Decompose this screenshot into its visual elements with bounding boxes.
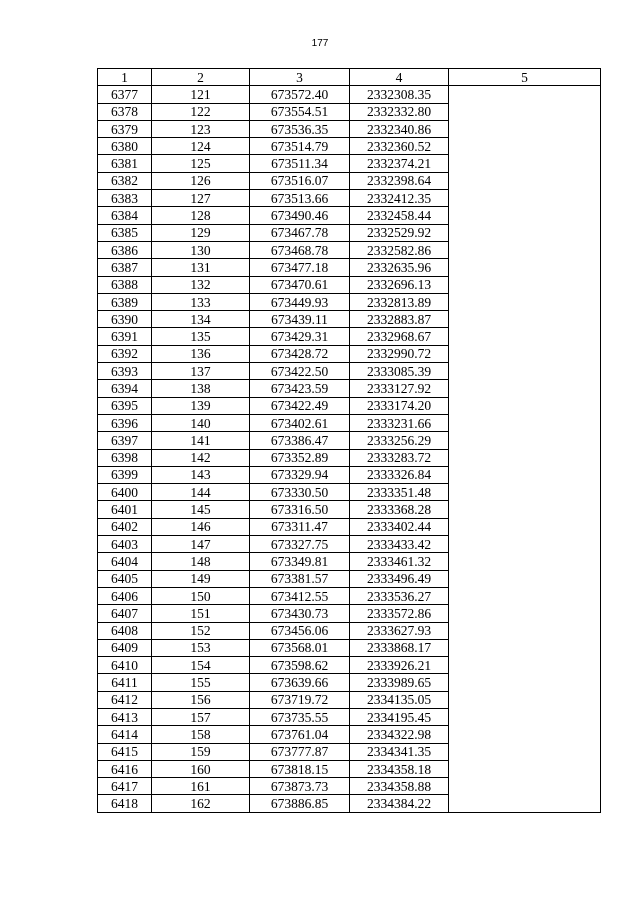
- table-cell: 2334195.45: [350, 708, 449, 725]
- table-cell: 161: [152, 778, 250, 795]
- table-body: [98, 86, 601, 812]
- table-cell: 6412: [98, 691, 152, 708]
- column-header: 5: [449, 69, 601, 86]
- table-cell: 6385: [98, 224, 152, 241]
- table-cell: 6377: [98, 86, 152, 103]
- table-cell: 2332883.87: [350, 311, 449, 328]
- table-cell: 123: [152, 120, 250, 137]
- table-cell: 673352.89: [250, 449, 350, 466]
- table-cell: 6391: [98, 328, 152, 345]
- table-cell: 127: [152, 190, 250, 207]
- column-header: 4: [350, 69, 449, 86]
- table-cell: 139: [152, 397, 250, 414]
- table-cell: 2333368.28: [350, 501, 449, 518]
- table-cell: 673598.62: [250, 657, 350, 674]
- table-cell: 673514.79: [250, 138, 350, 155]
- table-cell: 6393: [98, 363, 152, 380]
- table-cell: 6404: [98, 553, 152, 570]
- table-cell: 6416: [98, 760, 152, 777]
- table-cell: 673430.73: [250, 605, 350, 622]
- table-cell: 6397: [98, 432, 152, 449]
- table-cell: 2332582.86: [350, 241, 449, 258]
- table-cell: 673639.66: [250, 674, 350, 691]
- table-cell: 124: [152, 138, 250, 155]
- page-number: 177: [311, 38, 329, 49]
- table-cell: 673516.07: [250, 172, 350, 189]
- table-cell: 158: [152, 726, 250, 743]
- table-cell: 673468.78: [250, 241, 350, 258]
- table-cell: 673439.11: [250, 311, 350, 328]
- table-cell: 6406: [98, 587, 152, 604]
- table-cell: 142: [152, 449, 250, 466]
- table-cell: 673381.57: [250, 570, 350, 587]
- table-cell: 6410: [98, 657, 152, 674]
- table-cell: 2334341.35: [350, 743, 449, 760]
- table-cell: 2333868.17: [350, 639, 449, 656]
- table-cell: 130: [152, 241, 250, 258]
- table-cell: 2332635.96: [350, 259, 449, 276]
- table-cell: 148: [152, 553, 250, 570]
- table-cell: 131: [152, 259, 250, 276]
- table-cell: 6387: [98, 259, 152, 276]
- table-cell: 152: [152, 622, 250, 639]
- table-cell: 673735.55: [250, 708, 350, 725]
- table-cell: 2332458.44: [350, 207, 449, 224]
- table-cell: 6384: [98, 207, 152, 224]
- table-cell: 673422.49: [250, 397, 350, 414]
- table-cell: 2334384.22: [350, 795, 449, 812]
- table-cell: 6378: [98, 103, 152, 120]
- table-cell: 2333572.86: [350, 605, 449, 622]
- table-cell: 673818.15: [250, 760, 350, 777]
- table-cell: 2332990.72: [350, 345, 449, 362]
- table-cell: 137: [152, 363, 250, 380]
- table-cell: 6408: [98, 622, 152, 639]
- table-cell: 136: [152, 345, 250, 362]
- table-cell: 673490.46: [250, 207, 350, 224]
- table-cell: 6386: [98, 241, 152, 258]
- table-cell: 155: [152, 674, 250, 691]
- table-cell: 673886.85: [250, 795, 350, 812]
- table-cell: 2333496.49: [350, 570, 449, 587]
- table-cell: 159: [152, 743, 250, 760]
- table-cell: 6395: [98, 397, 152, 414]
- table-cell: 138: [152, 380, 250, 397]
- table-cell: 2333351.48: [350, 484, 449, 501]
- table-cell: 673470.61: [250, 276, 350, 293]
- table-cell: 132: [152, 276, 250, 293]
- table-cell: 162: [152, 795, 250, 812]
- table-cell: 6403: [98, 536, 152, 553]
- table-cell: 6379: [98, 120, 152, 137]
- table-cell: 6398: [98, 449, 152, 466]
- table-cell: 6382: [98, 172, 152, 189]
- table-cell: 2333536.27: [350, 587, 449, 604]
- table-cell: 6394: [98, 380, 152, 397]
- table-cell: 2332308.35: [350, 86, 449, 103]
- table-cell: 6392: [98, 345, 152, 362]
- table-cell: 2332412.35: [350, 190, 449, 207]
- table-cell: 2333989.65: [350, 674, 449, 691]
- table-cell: 149: [152, 570, 250, 587]
- table-cell: 6413: [98, 708, 152, 725]
- table-cell: 2333256.29: [350, 432, 449, 449]
- table-cell: 2333326.84: [350, 466, 449, 483]
- table-cell: 673777.87: [250, 743, 350, 760]
- table-cell: 6411: [98, 674, 152, 691]
- column-5-blank-cell: [449, 86, 601, 812]
- table-cell: 6401: [98, 501, 152, 518]
- table-cell: 673311.47: [250, 518, 350, 535]
- table-cell: 2332398.64: [350, 172, 449, 189]
- table-cell: 6380: [98, 138, 152, 155]
- table-cell: 128: [152, 207, 250, 224]
- table-cell: 2332374.21: [350, 155, 449, 172]
- table-cell: 2334358.88: [350, 778, 449, 795]
- table-cell: 2332332.80: [350, 103, 449, 120]
- table-cell: 2333433.42: [350, 536, 449, 553]
- table-cell: 673477.18: [250, 259, 350, 276]
- table-cell: 2334322.98: [350, 726, 449, 743]
- table-cell: 2333627.93: [350, 622, 449, 639]
- table-cell: 150: [152, 587, 250, 604]
- table-cell: 140: [152, 414, 250, 431]
- table-cell: 134: [152, 311, 250, 328]
- table-cell: 673456.06: [250, 622, 350, 639]
- table-row: [98, 86, 601, 103]
- table-cell: 673467.78: [250, 224, 350, 241]
- table-cell: 2332529.92: [350, 224, 449, 241]
- table-cell: 6402: [98, 518, 152, 535]
- table-cell: 122: [152, 103, 250, 120]
- table-cell: 121: [152, 86, 250, 103]
- table-cell: 146: [152, 518, 250, 535]
- table-cell: 6399: [98, 466, 152, 483]
- table-cell: 673511.34: [250, 155, 350, 172]
- table-cell: 673329.94: [250, 466, 350, 483]
- table-cell: 673349.81: [250, 553, 350, 570]
- table-cell: 2333461.32: [350, 553, 449, 570]
- table-header-row: [98, 69, 601, 86]
- table-cell: 2332968.67: [350, 328, 449, 345]
- table-cell: 2332813.89: [350, 293, 449, 310]
- table-cell: 673422.50: [250, 363, 350, 380]
- table-cell: 673402.61: [250, 414, 350, 431]
- table-cell: 147: [152, 536, 250, 553]
- table-cell: 126: [152, 172, 250, 189]
- table-cell: 6415: [98, 743, 152, 760]
- table-cell: 153: [152, 639, 250, 656]
- table-cell: 157: [152, 708, 250, 725]
- table-cell: 133: [152, 293, 250, 310]
- table-cell: 129: [152, 224, 250, 241]
- coordinates-table: [97, 68, 601, 813]
- table-cell: 2334358.18: [350, 760, 449, 777]
- table-cell: 125: [152, 155, 250, 172]
- table-cell: 2333174.20: [350, 397, 449, 414]
- table-cell: 673873.73: [250, 778, 350, 795]
- table-cell: 160: [152, 760, 250, 777]
- table-cell: 6400: [98, 484, 152, 501]
- table-cell: 673412.55: [250, 587, 350, 604]
- column-header: 1: [98, 69, 152, 86]
- table-cell: 2333127.92: [350, 380, 449, 397]
- table-cell: 673429.31: [250, 328, 350, 345]
- table-cell: 6381: [98, 155, 152, 172]
- table-cell: 2334135.05: [350, 691, 449, 708]
- table-cell: 145: [152, 501, 250, 518]
- table-cell: 673330.50: [250, 484, 350, 501]
- table-cell: 673513.66: [250, 190, 350, 207]
- table-cell: 6405: [98, 570, 152, 587]
- table-cell: 151: [152, 605, 250, 622]
- table-cell: 673428.72: [250, 345, 350, 362]
- table-cell: 2332360.52: [350, 138, 449, 155]
- table-cell: 6388: [98, 276, 152, 293]
- column-header: 3: [250, 69, 350, 86]
- table-cell: 673536.35: [250, 120, 350, 137]
- table-cell: 2333231.66: [350, 414, 449, 431]
- table-cell: 673554.51: [250, 103, 350, 120]
- table-cell: 156: [152, 691, 250, 708]
- table-cell: 673386.47: [250, 432, 350, 449]
- table-cell: 673327.75: [250, 536, 350, 553]
- table-cell: 6418: [98, 795, 152, 812]
- table-cell: 135: [152, 328, 250, 345]
- table-cell: 673761.04: [250, 726, 350, 743]
- table-cell: 673316.50: [250, 501, 350, 518]
- table-cell: 2332340.86: [350, 120, 449, 137]
- table-cell: 6390: [98, 311, 152, 328]
- table-cell: 2332696.13: [350, 276, 449, 293]
- table-cell: 673719.72: [250, 691, 350, 708]
- table-cell: 144: [152, 484, 250, 501]
- table-cell: 143: [152, 466, 250, 483]
- table-cell: 141: [152, 432, 250, 449]
- table-cell: 6409: [98, 639, 152, 656]
- column-header: 2: [152, 69, 250, 86]
- table-cell: 2333402.44: [350, 518, 449, 535]
- table-cell: 2333085.39: [350, 363, 449, 380]
- table-cell: 6414: [98, 726, 152, 743]
- table-cell: 2333926.21: [350, 657, 449, 674]
- table-cell: 6389: [98, 293, 152, 310]
- table-cell: 154: [152, 657, 250, 674]
- table-cell: 673423.59: [250, 380, 350, 397]
- table-cell: 6417: [98, 778, 152, 795]
- table-cell: 6396: [98, 414, 152, 431]
- table-cell: 6407: [98, 605, 152, 622]
- table-cell: 673572.40: [250, 86, 350, 103]
- table-cell: 2333283.72: [350, 449, 449, 466]
- table-cell: 673449.93: [250, 293, 350, 310]
- table-cell: 6383: [98, 190, 152, 207]
- table-cell: 673568.01: [250, 639, 350, 656]
